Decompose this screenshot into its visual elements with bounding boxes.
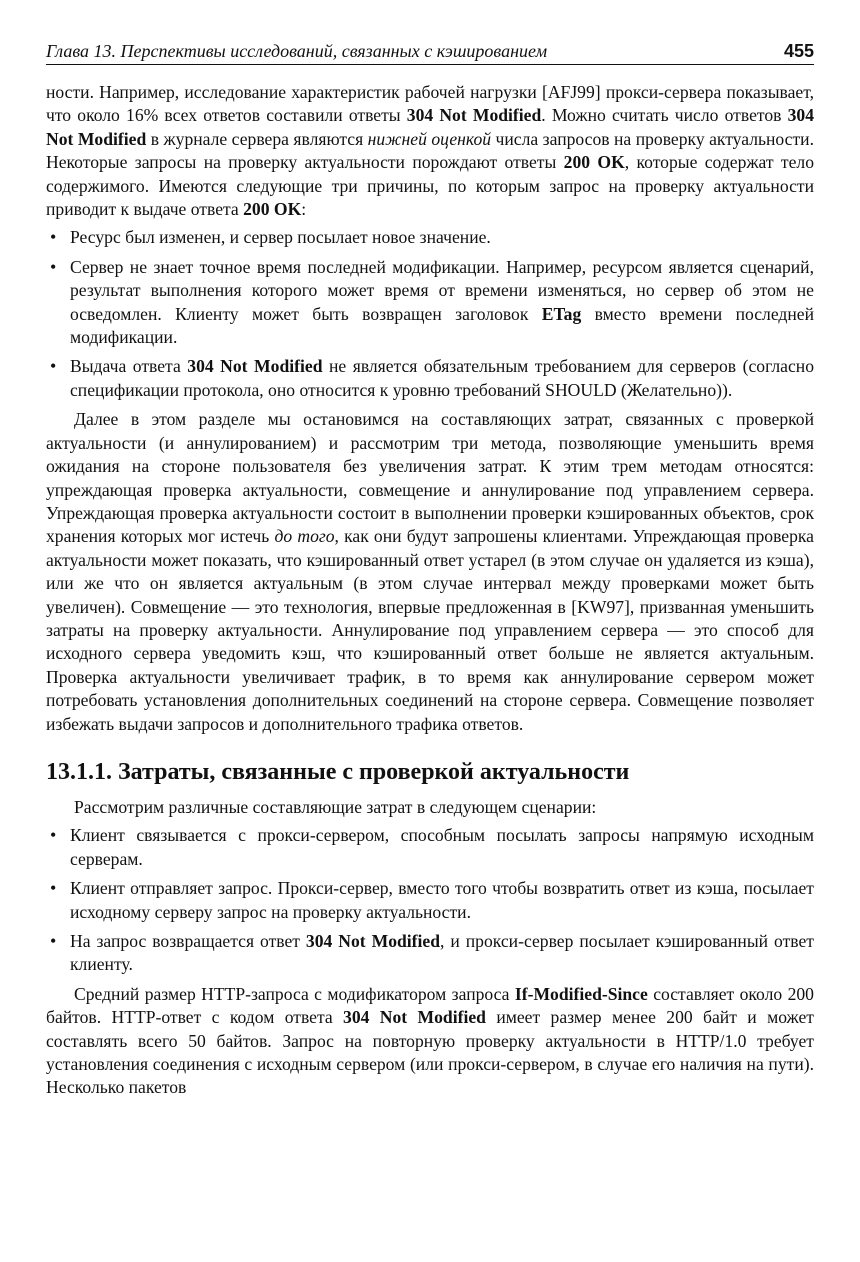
text-run: Сервер не знает точное время последней модификации. Например, ресурсом является сценарий, результат выполнения которого может время от времени изменяться, но сервер об этом не осведомлен. Клиенту может быть возвращен заголовок <box>70 256 814 324</box>
page-number: 455 <box>783 41 814 61</box>
text-run: , как они будут запрошены клиентами. Упреждающая проверка актуальности может показать, что кэшированный ответ устарел (в этом случае он удаляется из кэша), или же что он является актуальным (в этом случае интервал между проверками может быть увеличен). Совмещение — это технология, впервые предложенная в [KW97], призванная уменьшить затраты на проверку актуальности. Аннулирование под управлением сервера — это способ для исходного сервера уведомить кэш, что кэшированный ответ больше не является актуальным. Проверка актуальности увеличивает трафик, в то время как аннулирование сервером может потребовать установления дополнительных соединений на стороне сервера. Совмещение позволяет избежать выдачи запросов и дополнительного трафика ответов. <box>46 526 814 734</box>
paragraph-1 <box>46 81 814 221</box>
list-item <box>46 226 814 249</box>
text-run: имеет размер менее 200 байт и может составлять всего 50 байтов. Запрос на повторную проверку актуальности в HTTP/1.0 требует установления соединения с исходным сервером (или прокси-сервером, в случае его наличия на пути). Несколько пакетов <box>46 1007 814 1098</box>
paragraph-2 <box>46 408 814 736</box>
paragraph-4 <box>46 983 814 1100</box>
bold-term: 200 OK <box>563 152 625 173</box>
chapter-title: Глава 13. Перспективы исследований, связанных с кэшированием <box>46 41 548 61</box>
list-item <box>46 355 814 402</box>
bold-term: 200 OK <box>243 199 302 220</box>
list-item <box>46 930 814 977</box>
text-run: ности. Например, исследование характеристик рабочей нагрузки [AFJ99] прокси-сервера показывает, что около 16% всех ответов составили ответы <box>46 82 814 126</box>
running-header <box>46 40 814 65</box>
bullet-list-reasons <box>46 226 814 402</box>
bullet-list-scenario <box>46 824 814 976</box>
text-run: вместо времени последней модификации. <box>70 303 814 348</box>
text-run: не является обязательным требованием для серверов (согласно спецификации протокола, оно относится к уровню требований SHOULD (Желательно)). <box>70 356 815 400</box>
text-run: . Можно считать число ответов <box>541 105 788 126</box>
book-page <box>46 40 814 1100</box>
italic-term: до того <box>274 526 335 547</box>
text-run: На запрос возвращается ответ <box>70 931 306 951</box>
text-run: числа запросов на проверку актуальности. Некоторые запросы на проверку актуальности порождают ответы <box>46 128 814 173</box>
bold-term: 304 Not Modified <box>406 105 542 126</box>
text-run: Клиент отправляет запрос. Прокси-сервер, вместо того чтобы возвратить ответ из кэша, посылает исходному серверу запрос на проверку актуальности. <box>70 878 814 922</box>
bold-term: If-Modified-Since <box>514 983 648 1004</box>
text-run: , и прокси-сервер посылает кэшированный ответ клиенту. <box>70 931 814 975</box>
list-item <box>46 256 814 350</box>
paragraph-3: Рассмотрим различные составляющие затрат в следующем сценарии: <box>74 796 597 817</box>
text-run: Клиент связывается с прокси-сервером, способным посылать запросы напрямую исходным серверам. <box>70 825 814 869</box>
list-item <box>46 824 814 871</box>
bold-term: 304 Not Modified <box>46 105 814 149</box>
text-run: составляет около 200 байтов. HTTP-ответ с кодом ответа <box>46 983 814 1028</box>
bold-term: ETag <box>541 303 582 324</box>
text-run: в журнале сервера являются <box>146 128 368 149</box>
text-run: : <box>301 199 307 220</box>
text-run: Средний размер HTTP-запроса с модификатором запроса <box>74 983 515 1004</box>
section-heading: 13.1.1. Затраты, связанные с проверкой актуальности <box>46 758 630 785</box>
text-run: Далее в этом разделе мы остановимся на составляющих затрат, связанных с проверкой актуальности (и аннулированием) и рассмотрим три метода, позволяющие уменьшить время ожидания на стороне пользователя без увеличения затрат. К этим трем методам относятся: упреждающая проверка актуальности, совмещение и аннулирование под управлением сервера. Упреждающая проверка актуальности состоит в выполнении проверки кэшированных объектов, срок хранения которых мог истечь <box>46 409 814 547</box>
italic-term: нижней оценкой <box>367 128 492 149</box>
list-item <box>46 877 814 924</box>
text-run: , которые содержат тело содержимого. Имеются следующие три причины, по которым запрос на проверку актуальности приводит к выдаче ответа <box>46 152 814 220</box>
text-run: Выдача ответа <box>70 356 188 377</box>
bold-term: 304 Not Modified <box>343 1007 486 1028</box>
bold-term: 304 Not Modified <box>187 356 323 377</box>
text-run: Ресурс был изменен, и сервер посылает новое значение. <box>70 227 491 248</box>
bold-term: 304 Not Modified <box>305 931 441 951</box>
